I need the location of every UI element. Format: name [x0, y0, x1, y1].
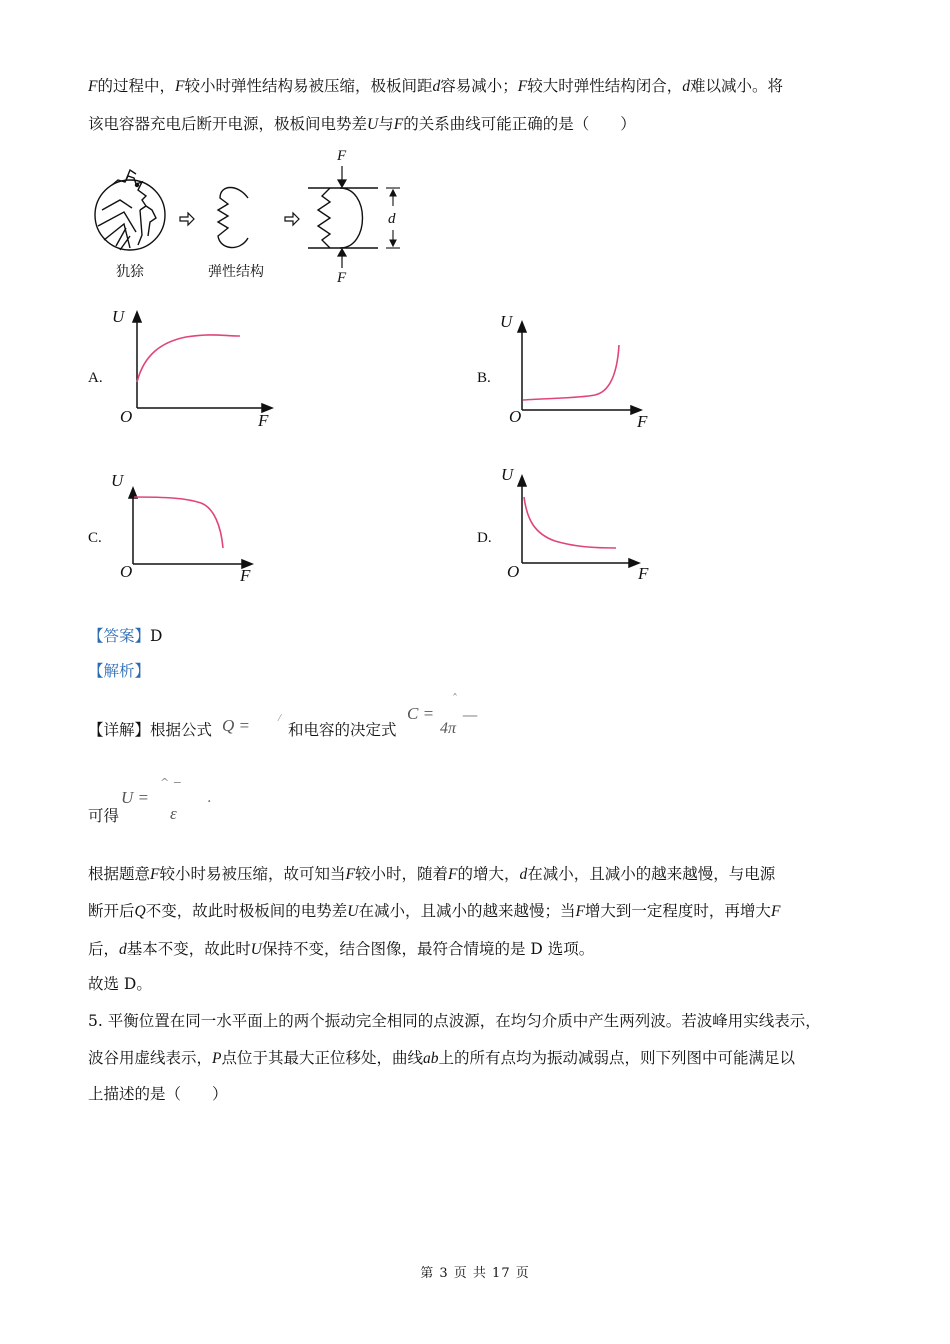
elastic-structure-compressed	[308, 188, 378, 248]
formula-c-tail: —	[462, 705, 478, 724]
detail-line-1: 【详解】根据公式	[88, 721, 213, 739]
option-c[interactable]	[86, 460, 306, 600]
y-axis-label: U	[111, 471, 124, 490]
question-5-line-3: 上描述的是（ ）	[88, 1085, 228, 1103]
armadillo-figure	[90, 140, 420, 290]
option-c-graph	[106, 460, 286, 595]
option-a-curve	[137, 335, 240, 382]
detail-line-2-prefix: 可得	[88, 807, 120, 825]
detail-tag: 【详解】	[88, 721, 151, 739]
option-a-label: A.	[88, 370, 103, 386]
origin-label: O	[120, 407, 133, 426]
formula-q-tail: /	[278, 712, 282, 724]
label-elastic-structure: 弹性结构	[208, 264, 264, 280]
answer-tag: 【答案】	[88, 627, 151, 645]
question-5-line-1: 5. 平衡位置在同一水平面上的两个振动完全相同的点波源，在均匀介质中产生两列波。若波峰用实线表示，	[88, 1012, 821, 1030]
analysis-tag: 【解析】	[88, 662, 151, 680]
option-a[interactable]	[86, 300, 306, 440]
y-axis-label: U	[501, 465, 514, 484]
y-axis-arrow-icon	[133, 312, 141, 322]
option-c-curve	[134, 497, 223, 548]
x-axis-label: F	[240, 566, 251, 585]
option-a-graph	[112, 300, 296, 435]
arrow-right-icon	[285, 213, 299, 225]
option-d-label: D.	[477, 530, 492, 546]
option-b-graph	[495, 300, 675, 435]
option-d[interactable]	[475, 460, 695, 600]
x-axis-label: F	[258, 411, 269, 430]
force-arrow-bottom	[338, 249, 346, 268]
arrow-right-icon	[180, 213, 194, 225]
origin-label: O	[120, 562, 133, 581]
force-label-top: F	[337, 148, 347, 164]
question-5-line-2: 波谷用虚线表示，P点位于其最大正位移处，曲线ab上的所有点均为振动减弱点，则下列图中可能满足以	[88, 1049, 796, 1067]
origin-label: O	[507, 562, 520, 581]
y-axis-label: U	[500, 312, 513, 331]
option-b-label: B.	[477, 370, 491, 386]
reasoning-line-1: 根据题意F较小时易被压缩，故可知当F较小时，随着F的增大，d在减小，且减小的越来越慢，与电源	[88, 865, 776, 883]
y-axis-label: U	[112, 307, 125, 326]
armadillo-icon	[95, 170, 165, 250]
option-b[interactable]	[475, 300, 695, 440]
formula-u: U =	[121, 788, 149, 807]
answer-line	[88, 625, 162, 647]
gap-label: d	[388, 211, 396, 227]
elastic-structure-open	[218, 188, 248, 248]
paragraph-1-line-2: 该电容器充电后断开电源，极板间电势差U与F的关系曲线可能正确的是（ ）	[88, 115, 636, 133]
x-axis-label: F	[637, 412, 648, 431]
force-arrow-top	[338, 166, 346, 187]
formula-c-denominator: 4π	[440, 720, 457, 737]
formula-u-numerator: ^ −	[160, 776, 182, 789]
formula-c-numerator: ˆ	[452, 692, 458, 706]
option-d-curve	[524, 497, 616, 548]
y-axis-arrow-icon	[518, 322, 526, 332]
option-c-label: C.	[88, 530, 102, 546]
option-d-graph	[495, 460, 675, 595]
page-footer: 第 3 页 共 17 页	[420, 1266, 530, 1281]
label-animal: 犰狳	[116, 264, 144, 280]
formula-c: C =	[407, 704, 435, 723]
answer-value: D	[150, 627, 163, 645]
reasoning-line-3: 后，d基本不变，故此时U保持不变，结合图像，最符合情境的是 D 选项。	[88, 940, 595, 958]
force-label-bottom: F	[337, 270, 347, 286]
formula-q: Q =	[222, 716, 250, 735]
x-axis-label: F	[638, 564, 649, 583]
reasoning-line-2: 断开后Q不变，故此时极板间的电势差U在减小，且减小的越来越慢；当F增大到一定程度时，再增大F	[88, 902, 781, 920]
reasoning-conclusion: 故选 D。	[88, 975, 152, 993]
formula-u-denominator: ε	[170, 804, 177, 823]
y-axis-arrow-icon	[518, 476, 526, 486]
detail-text-2: 和电容的决定式	[288, 721, 397, 739]
origin-label: O	[509, 407, 522, 426]
paragraph-1-line-1: F的过程中，F较小时弹性结构易被压缩，极板间距d容易减小；F较大时弹性结构闭合，d难以减小。将	[88, 77, 783, 95]
option-b-curve	[523, 345, 619, 400]
formula-u-tail: .	[207, 790, 212, 806]
